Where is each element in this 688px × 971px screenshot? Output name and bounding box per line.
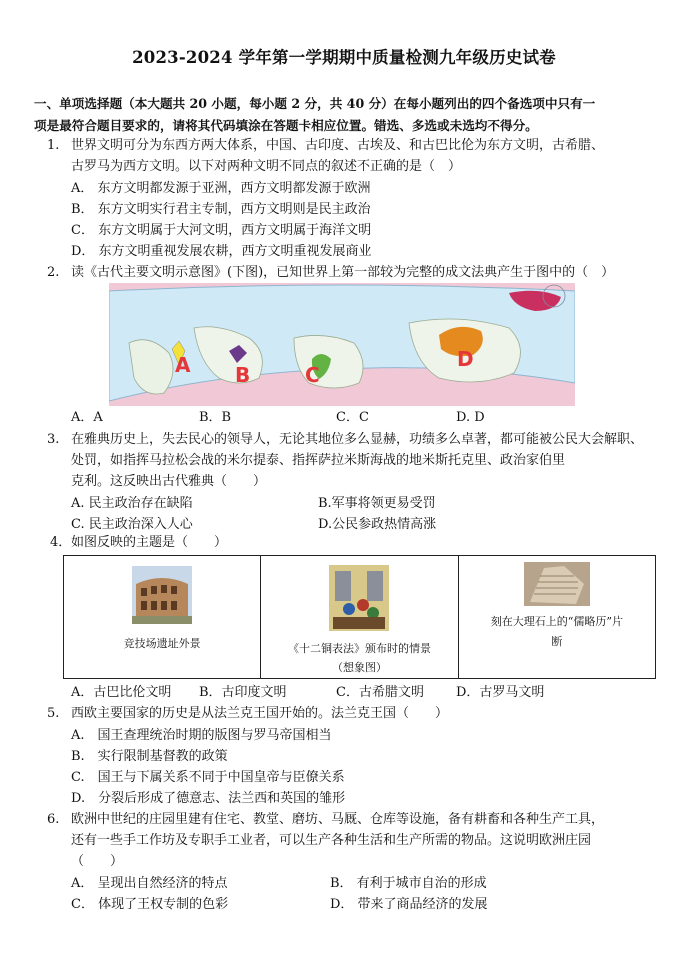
question-stem-line2: 还有一些手工作坊及专职手工业者，可以生产各种生活和生产所需的物品。这说明欧洲庄园 [71, 833, 592, 848]
option-d: D． 带来了商品经济的发展 [330, 897, 488, 912]
map-label-d: D [457, 347, 474, 371]
question-stem-line1: 欧洲中世纪的庄园里建有住宅、教堂、磨坊、马厩、仓库等设施，备有耕畜和各种生产工具， [71, 812, 605, 827]
question-stem: 如图反映的主题是（ ） [71, 535, 228, 550]
section-heading-line1: 一、单项选择题（本大题共 20 小题，每小题 2 分，共 40 分）在每小题列出的四个备选项中只有一 [34, 96, 596, 111]
option-a: A．古巴比伦文明 [71, 685, 172, 700]
question-number: 6. [47, 812, 60, 827]
option-b: B. 实行限制基督教的政策 [71, 749, 228, 764]
option-a: A．A [71, 410, 103, 425]
julian-calendar-image [524, 562, 590, 606]
caption-twelve-tables: 《十二铜表法》颁布时的情景 [287, 642, 431, 655]
exam-title: 2023-2024 学年第一学期期中质量检测九年级历史试卷 [132, 48, 556, 67]
map-label-a: A [175, 353, 191, 377]
map-label-c: C [305, 363, 320, 387]
option-c: C. 国王与下属关系不同于中国皇帝与臣僚关系 [71, 770, 345, 785]
option-d: D．古罗马文明 [456, 685, 545, 700]
option-c: C．C [336, 410, 369, 425]
option-a: A． 东方文明都发源于亚洲，西方文明都发源于欧洲 [71, 181, 371, 196]
table-cell-julian-calendar [458, 556, 655, 679]
table-cell-twelve-tables [261, 556, 458, 679]
question-number: 2. [47, 265, 60, 280]
option-b: B．B [199, 410, 232, 425]
caption-fragment: 断 [551, 635, 563, 648]
question-stem: 西欧主要国家的历史是从法兰克王国开始的。法兰克王国（ ） [71, 706, 449, 721]
question-stem-line1: 在雅典历史上，失去民心的领导人，无论其地位多么显赫，功绩多么卓著，都可能被公民大会解职、 [71, 432, 644, 447]
option-d: D. 分裂后形成了德意志、法兰西和英国的雏形 [71, 791, 346, 806]
option-b: B．古印度文明 [199, 685, 287, 700]
option-d: D.公民参政热情高涨 [318, 517, 437, 532]
question-stem-line3: （ ） [71, 854, 124, 869]
table-cell-colosseum [64, 556, 261, 679]
option-c: C. 民主政治深入人心 [71, 517, 193, 532]
option-b: B.军事将领更易受罚 [318, 496, 436, 511]
question-number: 4． [50, 535, 72, 550]
option-a: A. 国王查理统治时期的版图与罗马帝国相当 [71, 728, 332, 743]
map-drawing [109, 283, 575, 406]
option-c: C． 体现了王权专制的色彩 [71, 897, 229, 912]
option-a: A． 呈现出自然经济的特点 [71, 876, 228, 891]
option-d: D. D [456, 410, 485, 425]
question-stem-line2: 处罚，如指挥马拉松会战的米尔提泰、指挥萨拉米斯海战的地米斯托克里、政治家伯里 [71, 453, 566, 468]
option-b: B． 东方文明实行君主专制，西方文明则是民主政治 [71, 202, 371, 217]
question-stem: 读《古代主要文明示意图》(下图)，已知世界上第一部较为完整的成文法典产生于图中的（ ） [71, 265, 615, 280]
twelve-tables-image [329, 565, 389, 631]
ancient-civilizations-map [109, 283, 575, 406]
option-c: C． 东方文明属于大河文明，西方文明属于海洋文明 [71, 223, 372, 238]
colosseum-image [132, 566, 192, 624]
section-heading-line2: 项是最符合题目要求的，请将其代码填涂在答题卡相应位置。错选、多选或未选均不得分。 [34, 118, 538, 133]
question-stem-line1: 世界文明可分为东西方两大体系，中国、古印度、古埃及、和古巴比伦为东方文明，古希腊、 [71, 138, 605, 153]
caption-julian-calendar: 刻在大理石上的“儒略历”片 [490, 615, 623, 628]
caption-imagined: （想象图） [331, 661, 387, 674]
question-number: 3. [47, 432, 60, 447]
option-c: C．古希腊文明 [336, 685, 424, 700]
image-table [63, 555, 656, 679]
question-stem-line2: 古罗马为西方文明。以下对两种文明不同点的叙述不正确的是（ ） [71, 159, 462, 174]
map-label-b: B [235, 363, 251, 387]
option-d: D． 东方文明重视发展农耕，西方文明重视发展商业 [71, 244, 372, 259]
option-b: B． 有利于城市自治的形成 [330, 876, 487, 891]
question-number: 5. [47, 706, 60, 721]
question-number: 1. [47, 138, 60, 153]
caption-colosseum: 竞技场遗址外景 [123, 637, 201, 650]
question-stem-line3: 克利。这反映出古代雅典（ ） [71, 474, 267, 489]
option-a: A. 民主政治存在缺陷 [71, 496, 193, 511]
